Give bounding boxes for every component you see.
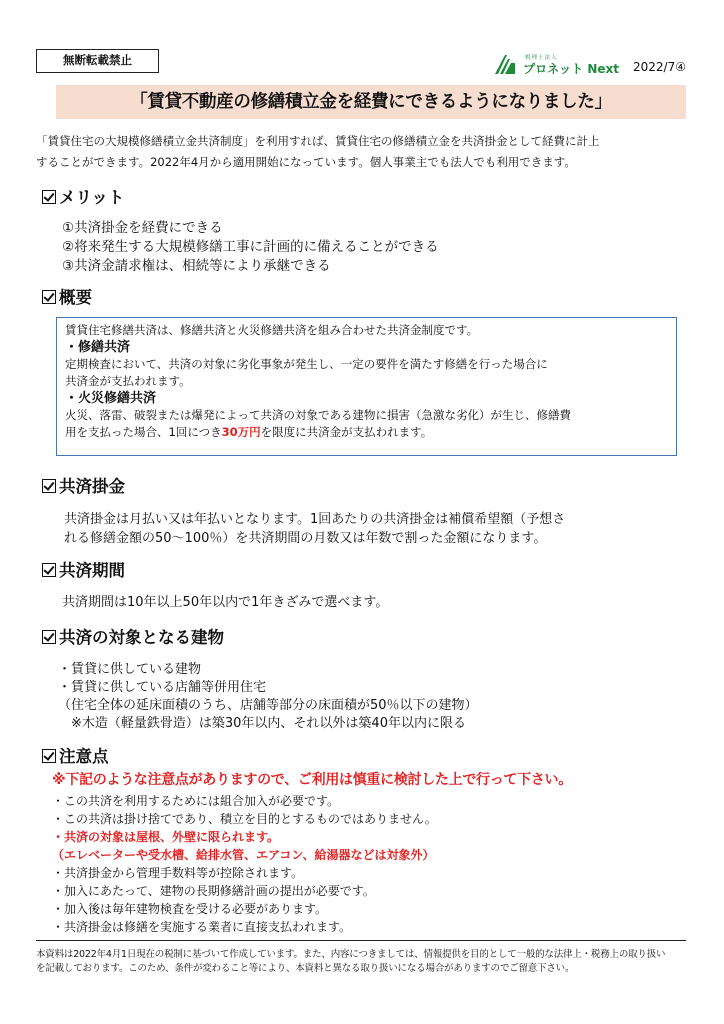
premium-heading (42, 476, 125, 498)
fire-limit-amount: 30万円 (221, 425, 261, 439)
merit-item: ②将来発生する大規模修繕工事に計画的に備えることができる (62, 239, 439, 255)
caution-heading-text: 注意点 (59, 747, 109, 766)
caution-list (52, 792, 437, 936)
caution-item: ・共済掛金は修繕を実施する業者に直接支払われます。 (52, 920, 352, 934)
repair-text-line: 定期検査において、共済の対象に劣化事象が発生し、一定の要件を満たす修繕を行った場合に (65, 357, 548, 371)
caution-item-highlight: （エレベーターや受水槽、給排水管、エアコン、給湯器などは対象外） (52, 848, 435, 862)
fire-text-part: を限度に共済金が支払われます。 (260, 425, 433, 439)
fire-text-part: 用を支払った場合、1回につき (65, 425, 222, 439)
overview-box (56, 317, 677, 456)
brand (493, 49, 686, 75)
repair-text-line: 共済金が支払われます。 (65, 374, 191, 388)
overview-lead: 賃貸住宅修繕共済は、修繕共済と火災修繕共済を組み合わせた共済金制度です。 (65, 323, 479, 337)
checkbox-icon (42, 563, 56, 577)
caution-item: ・この共済を利用するためには組合加入が必要です。 (52, 794, 340, 808)
checkbox-icon (42, 749, 56, 763)
footnote-line: 本資料は2022年4月1日現在の税制に基づいて作成しています。また、内容につきましては、情報提供を目的として一般的な法律上・税務上の取り扱い (36, 949, 666, 960)
target-line: ・賃貸に供している建物 (58, 662, 202, 677)
caution-heading (42, 746, 109, 768)
overview-heading-text: 概要 (59, 288, 92, 307)
period-heading (42, 560, 125, 582)
issue-date: 2022/7④ (633, 60, 686, 74)
footnote (36, 948, 686, 976)
caution-item: ・この共済は掛け捨てであり、積立を目的とするものではありません。 (52, 812, 437, 826)
logo-subtitle: 税理士法人 (525, 54, 558, 61)
logo-text (523, 56, 619, 76)
caution-item-highlight: ・共済の対象は屋根、外壁に限られます。 (52, 830, 280, 844)
period-heading-text: 共済期間 (59, 561, 125, 580)
merit-item: ③共済金請求権は、相続等により承継できる (62, 258, 331, 274)
target-heading (42, 627, 224, 649)
page-title: 「賃貸不動産の修繕積立金を経費にできるようになりました」 (56, 85, 686, 119)
repair-title: ・修繕共済 (65, 340, 131, 355)
target-list (58, 661, 478, 733)
logo-name: プロネット Next (523, 62, 620, 76)
target-line: ・賃貸に供している店舗等併用住宅 (58, 680, 267, 695)
premium-text (64, 510, 565, 548)
footer-divider (36, 940, 686, 941)
checkbox-icon (42, 479, 56, 493)
checkbox-icon (42, 190, 56, 204)
fire-title: ・火災修繕共済 (65, 391, 157, 406)
pronet-logo-icon (493, 53, 517, 75)
period-line: 共済期間は10年以上50年以内で1年きざみで選べます。 (62, 595, 389, 610)
target-heading-text: 共済の対象となる建物 (59, 628, 224, 647)
fire-text-line (65, 424, 668, 441)
premium-line: 共済掛金は月払い又は年払いとなります。1回あたりの共済掛金は補償希望額（予想さ (64, 512, 566, 527)
intro-line: することができます。2022年4月から適用開始になっています。個人事業主でも法人でも利用できます。 (36, 155, 576, 169)
intro-line: 「賃貸住宅の大規模修繕積立金共済制度」を利用すれば、賃貸住宅の修繕積立金を共済掛金として経費に計上 (36, 134, 600, 148)
caution-item: ・加入にあたって、建物の長期修繕計画の提出が必要です。 (52, 884, 375, 898)
intro-paragraph (36, 131, 686, 173)
merit-heading-text: メリット (59, 188, 125, 207)
premium-line: れる修繕金額の50～100％）を共済期間の月数又は年数で割った金額になります。 (64, 531, 547, 546)
premium-heading-text: 共済掛金 (59, 477, 125, 496)
header-bar (36, 49, 686, 75)
caution-item: ・加入後は毎年建物検査を受ける必要があります。 (52, 902, 328, 916)
merit-item: ①共済掛金を経費にできる (62, 220, 223, 236)
target-line: ※木造（軽量鉄骨造）は築30年以内、それ以外は築40年以内に限る (58, 716, 466, 731)
caution-warning: ※下記のような注意点がありますので、ご利用は慎重に検討した上で行って下さい。 (52, 772, 572, 788)
merit-heading (42, 187, 124, 209)
caution-item: ・共済掛金から管理手数料等が控除されます。 (52, 866, 304, 880)
footnote-line: を記載しております。このため、条件が変わること等により、本資料と異なる取り扱いになる場合がありますのでご留意下さい。 (36, 963, 575, 974)
merit-list (62, 219, 439, 276)
overview-heading (42, 287, 92, 309)
checkbox-icon (42, 290, 56, 304)
checkbox-icon (42, 630, 56, 644)
target-line: （住宅全体の延床面積のうち、店舗等部分の床面積が50％以下の建物） (58, 698, 478, 713)
fire-text-line: 火災、落雷、破裂または爆発によって共済の対象である建物に損害（急激な劣化）が生じ、修繕費 (65, 408, 571, 422)
no-reprint-stamp: 無断転載禁止 (36, 49, 159, 73)
